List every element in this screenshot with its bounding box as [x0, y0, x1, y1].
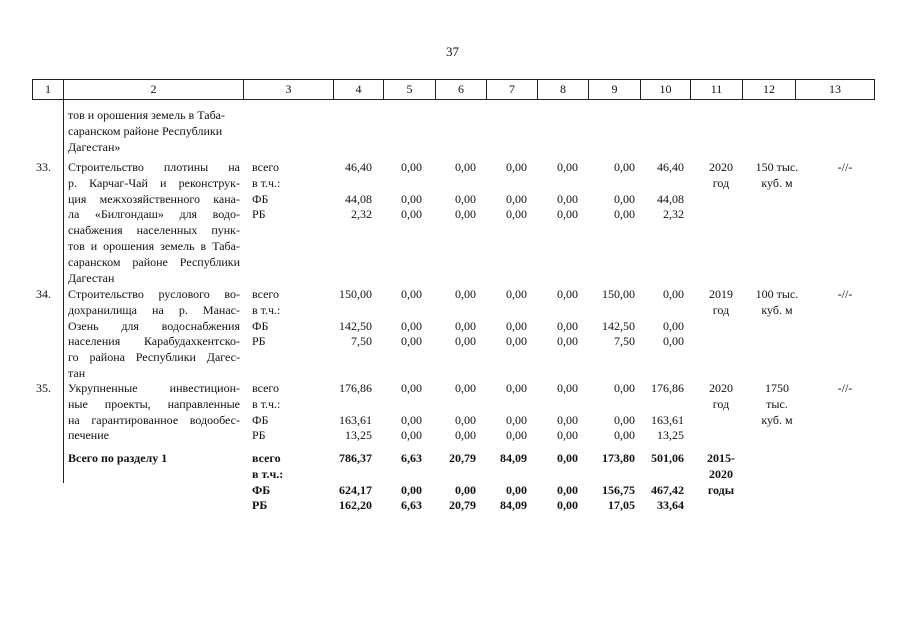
column-header: 7 [487, 80, 538, 100]
amount-cell: 0,00 [401, 160, 422, 174]
row-number: 35. [36, 381, 51, 395]
total-amount-cell: 786,37 [339, 451, 372, 465]
description-line: снабжения населенных пунк- [68, 223, 240, 238]
amount-cell: 0,00 [401, 207, 422, 222]
funding-source: в т.ч.: [252, 302, 281, 317]
amount-cell: 150,00 [602, 287, 635, 301]
total-amount-cell: 0,00 [401, 482, 422, 497]
funding-source: РБ [252, 498, 268, 513]
funding-source: в т.ч.: [252, 175, 281, 190]
amount-cell: 163,61 [651, 412, 684, 427]
amount-cell: 13,25 [657, 428, 684, 443]
description-line: Строительство плотины на [68, 160, 240, 174]
amount-cell: 0,00 [614, 428, 635, 443]
ditto-mark: -//- [837, 287, 853, 301]
funding-source: РБ [252, 207, 266, 222]
amount-cell: 0,00 [506, 191, 527, 206]
funding-source: ФБ [252, 318, 269, 333]
description-line: тов и орошения земель в Таба- [68, 108, 226, 122]
amount-cell: 0,00 [614, 207, 635, 222]
amount-cell: 0,00 [663, 287, 684, 301]
total-amount-cell: 84,09 [500, 451, 527, 465]
column-divider [63, 99, 64, 483]
column-header: 12 [743, 80, 796, 100]
description-line: тан [68, 366, 86, 380]
amount-cell: 0,00 [557, 428, 578, 443]
description-line: Дагестан [68, 270, 115, 285]
description-line: печение [68, 428, 109, 443]
funding-source: РБ [252, 334, 266, 349]
funding-source: ФБ [252, 482, 271, 497]
description-line: р. Карчаг-Чай и реконструк- [68, 175, 240, 190]
total-amount-cell: 0,00 [557, 498, 578, 513]
year-cell: 2015- [707, 451, 735, 465]
amount-cell: 0,00 [614, 412, 635, 427]
description-line: Укрупненные инвестицион- [68, 381, 240, 395]
year-cell: год [712, 302, 730, 317]
capacity-cell: куб. м [761, 412, 793, 427]
funding-source: в т.ч.: [252, 466, 284, 481]
amount-cell: 0,00 [506, 287, 527, 301]
year-cell: годы [707, 482, 735, 497]
column-header: 5 [384, 80, 436, 100]
amount-cell: 0,00 [506, 318, 527, 333]
amount-cell: 0,00 [557, 318, 578, 333]
amount-cell: 142,50 [602, 318, 635, 333]
total-amount-cell: 6,63 [401, 498, 422, 513]
amount-cell: 44,08 [345, 191, 372, 206]
column-header: 13 [796, 80, 875, 100]
amount-cell: 0,00 [506, 334, 527, 349]
ditto-mark: -//- [837, 381, 853, 395]
amount-cell: 176,86 [651, 381, 684, 395]
amount-cell: 0,00 [455, 381, 476, 395]
total-amount-cell: 162,20 [339, 498, 372, 513]
amount-cell: 0,00 [614, 160, 635, 174]
description-line: Дагестан» [68, 139, 121, 154]
amount-cell: 0,00 [557, 207, 578, 222]
row-number: 33. [36, 160, 51, 174]
description-line: тов и орошения земель в Таба- [68, 239, 240, 253]
capacity-cell: тыс. [766, 396, 788, 411]
column-header: 10 [641, 80, 691, 100]
funding-source: всего [252, 160, 280, 174]
total-amount-cell: 467,42 [651, 482, 684, 497]
amount-cell: 0,00 [455, 428, 476, 443]
total-amount-cell: 173,80 [602, 451, 635, 465]
amount-cell: 0,00 [614, 381, 635, 395]
year-cell: год [712, 175, 730, 190]
column-header: 8 [538, 80, 589, 100]
description-line: го района Республики Дагес- [68, 350, 240, 365]
year-cell: год [712, 396, 730, 411]
amount-cell: 163,61 [339, 412, 372, 427]
description-line: саранском районе Республики [68, 123, 223, 138]
capacity-cell: куб. м [761, 175, 793, 190]
total-amount-cell: 20,79 [449, 451, 476, 465]
amount-cell: 46,40 [345, 160, 372, 174]
capacity-cell: 1750 [765, 381, 789, 395]
amount-cell: 0,00 [557, 160, 578, 174]
amount-cell: 0,00 [401, 318, 422, 333]
description-line: ция межхозяйственного кана- [68, 191, 240, 206]
column-header-row [32, 79, 875, 100]
year-cell: 2020 [709, 381, 733, 395]
amount-cell: 0,00 [557, 412, 578, 427]
amount-cell: 7,50 [351, 334, 372, 349]
ditto-mark: -//- [837, 160, 853, 174]
amount-cell: 0,00 [401, 287, 422, 301]
amount-cell: 0,00 [455, 318, 476, 333]
amount-cell: 0,00 [557, 334, 578, 349]
amount-cell: 7,50 [614, 334, 635, 349]
amount-cell: 0,00 [663, 334, 684, 349]
amount-cell: 0,00 [401, 428, 422, 443]
amount-cell: 0,00 [401, 191, 422, 206]
total-amount-cell: 501,06 [651, 451, 684, 465]
amount-cell: 0,00 [401, 412, 422, 427]
funding-source: всего [252, 381, 280, 395]
continued-description [68, 108, 225, 155]
funding-source: всего [252, 451, 281, 465]
amount-cell: 142,50 [339, 318, 372, 333]
amount-cell: 0,00 [557, 381, 578, 395]
amount-cell: 0,00 [455, 160, 476, 174]
total-amount-cell: 0,00 [506, 482, 527, 497]
description-line: саранском районе Республики [68, 254, 240, 269]
amount-cell: 0,00 [455, 207, 476, 222]
amount-cell: 0,00 [455, 287, 476, 301]
amount-cell: 0,00 [401, 381, 422, 395]
capacity-cell: куб. м [761, 302, 793, 317]
amount-cell: 0,00 [506, 428, 527, 443]
amount-cell: 0,00 [557, 191, 578, 206]
column-header: 1 [33, 80, 64, 100]
column-header: 4 [334, 80, 384, 100]
description-line: Озень для водоснабжения [68, 318, 240, 333]
description-line: ла «Билгондаш» для водо- [68, 207, 240, 222]
capacity-cell: 150 тыс. [755, 160, 799, 174]
amount-cell: 13,25 [345, 428, 372, 443]
amount-cell: 0,00 [506, 381, 527, 395]
total-amount-cell: 0,00 [557, 451, 578, 465]
amount-cell: 46,40 [657, 160, 684, 174]
funding-source: в т.ч.: [252, 396, 281, 411]
amount-cell: 44,08 [657, 191, 684, 206]
total-amount-cell: 624,17 [339, 482, 372, 497]
amount-cell: 0,00 [663, 318, 684, 333]
description-line: Строительство руслового во- [68, 287, 240, 301]
funding-source: ФБ [252, 191, 269, 206]
total-amount-cell: 20,79 [449, 498, 476, 513]
amount-cell: 0,00 [455, 412, 476, 427]
total-label: Всего по разделу 1 [68, 451, 168, 465]
total-amount-cell: 0,00 [455, 482, 476, 497]
amount-cell: 0,00 [506, 412, 527, 427]
total-amount-cell: 156,75 [602, 482, 635, 497]
amount-cell: 0,00 [506, 160, 527, 174]
column-header: 6 [436, 80, 487, 100]
description-line: ные проекты, направленные [68, 396, 240, 411]
funding-source: ФБ [252, 412, 269, 427]
column-header: 9 [589, 80, 641, 100]
total-amount-cell: 33,64 [657, 498, 684, 513]
amount-cell: 0,00 [455, 191, 476, 206]
amount-cell: 0,00 [401, 334, 422, 349]
amount-cell: 150,00 [339, 287, 372, 301]
description-line: на гарантированное водообес- [68, 412, 240, 427]
page-number: 37 [446, 44, 459, 59]
description-line: населения Карабудахкентско- [68, 334, 240, 349]
column-header: 11 [691, 80, 743, 100]
amount-cell: 0,00 [614, 191, 635, 206]
amount-cell: 0,00 [455, 334, 476, 349]
year-cell: 2020 [709, 466, 733, 481]
total-amount-cell: 84,09 [500, 498, 527, 513]
column-header: 3 [244, 80, 334, 100]
row-number: 34. [36, 287, 51, 301]
total-amount-cell: 17,05 [608, 498, 635, 513]
year-cell: 2020 [709, 160, 733, 174]
amount-cell: 0,00 [506, 207, 527, 222]
amount-cell: 2,32 [351, 207, 372, 222]
amount-cell: 2,32 [663, 207, 684, 222]
total-amount-cell: 6,63 [401, 451, 422, 465]
funding-source: всего [252, 287, 280, 301]
column-header: 2 [64, 80, 244, 100]
year-cell: 2019 [709, 287, 733, 301]
amount-cell: 176,86 [339, 381, 372, 395]
description-line: дохранилища на р. Манас- [68, 302, 240, 317]
funding-source: РБ [252, 428, 266, 443]
amount-cell: 0,00 [557, 287, 578, 301]
total-amount-cell: 0,00 [557, 482, 578, 497]
capacity-cell: 100 тыс. [755, 287, 799, 301]
